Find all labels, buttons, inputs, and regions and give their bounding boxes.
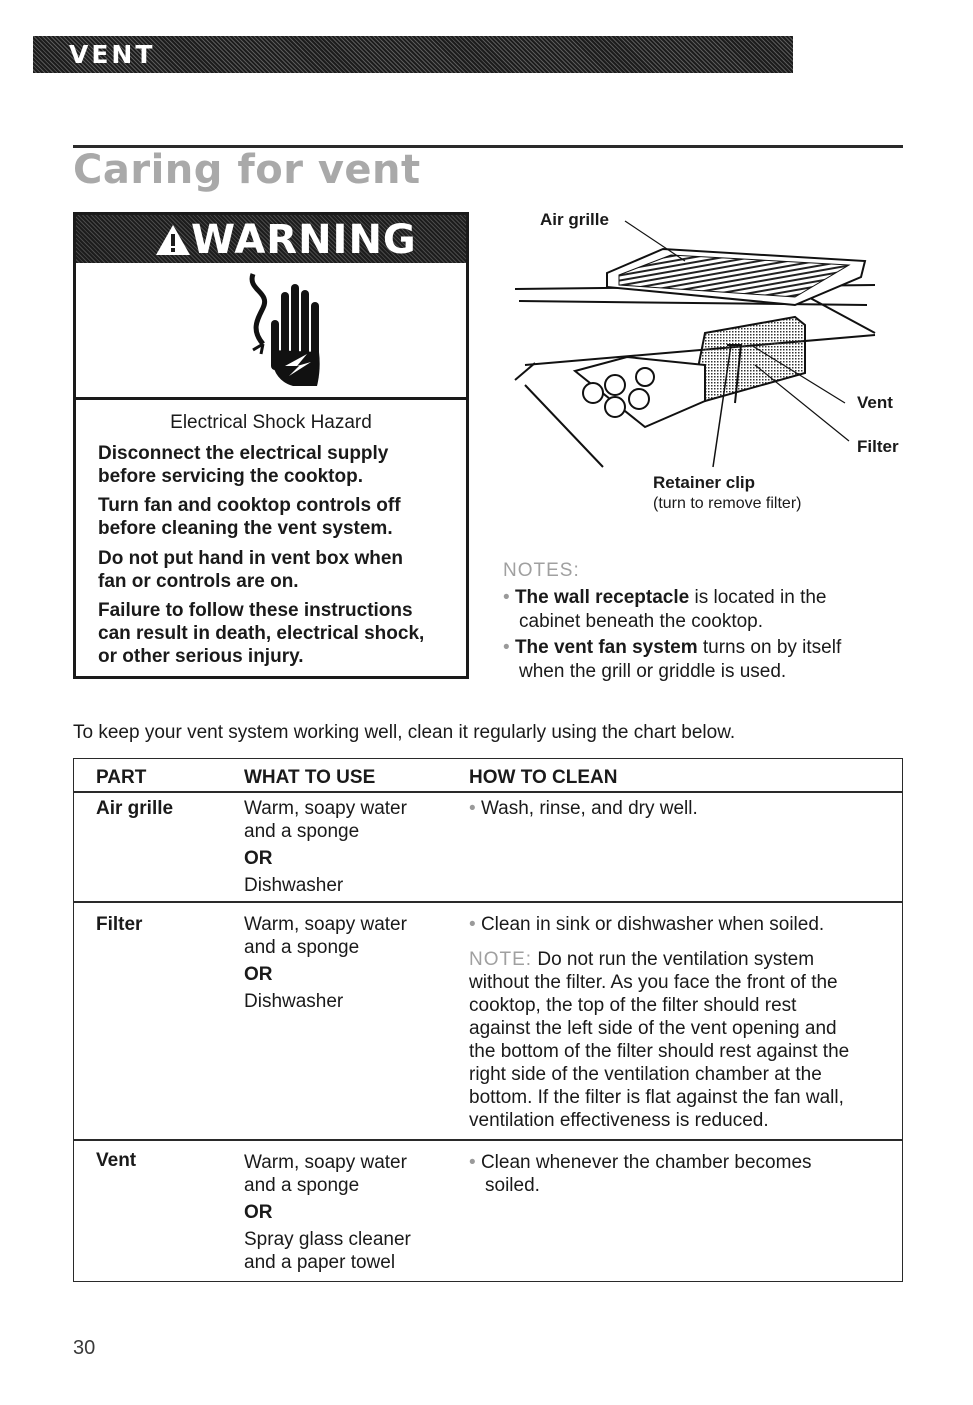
bullet-icon: • <box>503 637 515 658</box>
how-note-line: without the filter. As you face the front of the <box>469 972 838 993</box>
vent-diagram <box>495 205 905 515</box>
how-line <box>469 1151 812 1174</box>
warning-line: before cleaning the vent system. <box>98 518 393 539</box>
how-line <box>469 797 698 820</box>
row-divider <box>74 901 902 903</box>
note-bold: The wall receptacle <box>514 587 690 608</box>
bullet-icon: • <box>469 914 481 935</box>
row-divider <box>74 1139 902 1141</box>
warning-line: Failure to follow these instructions <box>98 600 413 621</box>
use-line: and a sponge <box>244 1175 360 1196</box>
use-line: and a sponge <box>244 937 360 958</box>
intro-text: To keep your vent system working well, clean it regularly using the chart below. <box>73 722 736 743</box>
electric-shock-hand-icon <box>241 270 331 392</box>
how-note-line: cooktop, the top of the filter should rest <box>469 995 797 1016</box>
note-text: when the grill or griddle is used. <box>519 661 787 682</box>
part-cell: Filter <box>96 914 143 935</box>
warning-line: Do not put hand in vent box when <box>98 548 404 569</box>
note-item <box>503 586 883 634</box>
note-text: turns on by itself <box>697 637 842 658</box>
label-filter: Filter <box>857 437 899 456</box>
how-text: Clean in sink or dishwasher when soiled. <box>480 914 825 935</box>
how-text: Clean whenever the chamber becomes <box>480 1152 812 1173</box>
warning-heading: WARNING <box>191 217 417 263</box>
use-or: OR <box>244 964 273 985</box>
use-line: and a sponge <box>244 821 360 842</box>
bullet-icon: • <box>469 1152 481 1173</box>
vent-illustration <box>495 205 905 485</box>
note-label: NOTE: <box>469 949 533 970</box>
page-title: Caring for vent <box>73 147 421 193</box>
use-line: Dishwasher <box>244 991 344 1012</box>
how-note-line: bottom. If the filter is flat against the fan wall, <box>469 1087 844 1108</box>
retainer-clip-note: (turn to remove filter) <box>653 495 802 512</box>
row-divider <box>74 791 902 793</box>
note-text: is located in the <box>689 587 827 608</box>
warning-line: can result in death, electrical shock, <box>98 623 425 644</box>
col-header-how-to-clean: HOW TO CLEAN <box>469 767 618 788</box>
label-air-grille: Air grille <box>540 210 609 229</box>
part-cell: Vent <box>96 1150 137 1171</box>
use-line: Warm, soapy water <box>244 1152 407 1173</box>
section-header-bar <box>33 36 793 73</box>
how-line <box>469 913 824 936</box>
warning-line: before servicing the cooktop. <box>98 466 363 487</box>
bullet-icon: • <box>503 587 515 608</box>
col-header-part: PART <box>96 767 147 788</box>
label-retainer-clip: Retainer clip <box>653 473 756 492</box>
hazard-label: Electrical Shock Hazard <box>170 412 372 433</box>
note-bold: The vent fan system <box>514 637 698 658</box>
how-note-line: against the left side of the vent opening and <box>469 1018 837 1039</box>
col-header-what-to-use: WHAT TO USE <box>244 767 376 788</box>
warning-line: Disconnect the electrical supply <box>98 443 389 464</box>
note-item <box>503 636 883 684</box>
warning-line: or other serious injury. <box>98 646 304 667</box>
how-note-line <box>469 948 814 971</box>
how-text: Wash, rinse, and dry well. <box>480 798 698 819</box>
warning-hazard <box>76 411 466 434</box>
warning-box <box>73 212 469 679</box>
how-note-line: ventilation effectiveness is reduced. <box>469 1110 769 1131</box>
page-number: 30 <box>73 1337 96 1359</box>
warning-triangle-icon <box>154 223 192 257</box>
warning-rule <box>76 397 466 400</box>
bullet-icon: • <box>469 798 481 819</box>
use-line: Spray glass cleaner <box>244 1229 411 1250</box>
how-line: soiled. <box>485 1175 540 1196</box>
how-note-line: right side of the ventilation chamber at the <box>469 1064 822 1085</box>
section-title: VENT <box>69 40 156 69</box>
use-or: OR <box>244 1202 273 1223</box>
warning-line: Turn fan and cooktop controls off <box>98 495 401 516</box>
part-cell: Air grille <box>96 798 174 819</box>
notes-heading: NOTES: <box>503 560 580 581</box>
how-text: Do not run the ventilation system <box>532 949 815 970</box>
warning-header <box>76 215 466 263</box>
care-table <box>73 758 903 1282</box>
how-note-line: the bottom of the filter should rest against the <box>469 1041 850 1062</box>
note-text: cabinet beneath the cooktop. <box>519 611 764 632</box>
use-line: Dishwasher <box>244 875 344 896</box>
label-vent: Vent <box>857 393 893 412</box>
warning-line: fan or controls are on. <box>98 571 299 592</box>
air-grille-shape <box>607 249 865 305</box>
use-line: and a paper towel <box>244 1252 396 1273</box>
use-line: Warm, soapy water <box>244 914 407 935</box>
use-line: Warm, soapy water <box>244 798 407 819</box>
use-or: OR <box>244 848 273 869</box>
